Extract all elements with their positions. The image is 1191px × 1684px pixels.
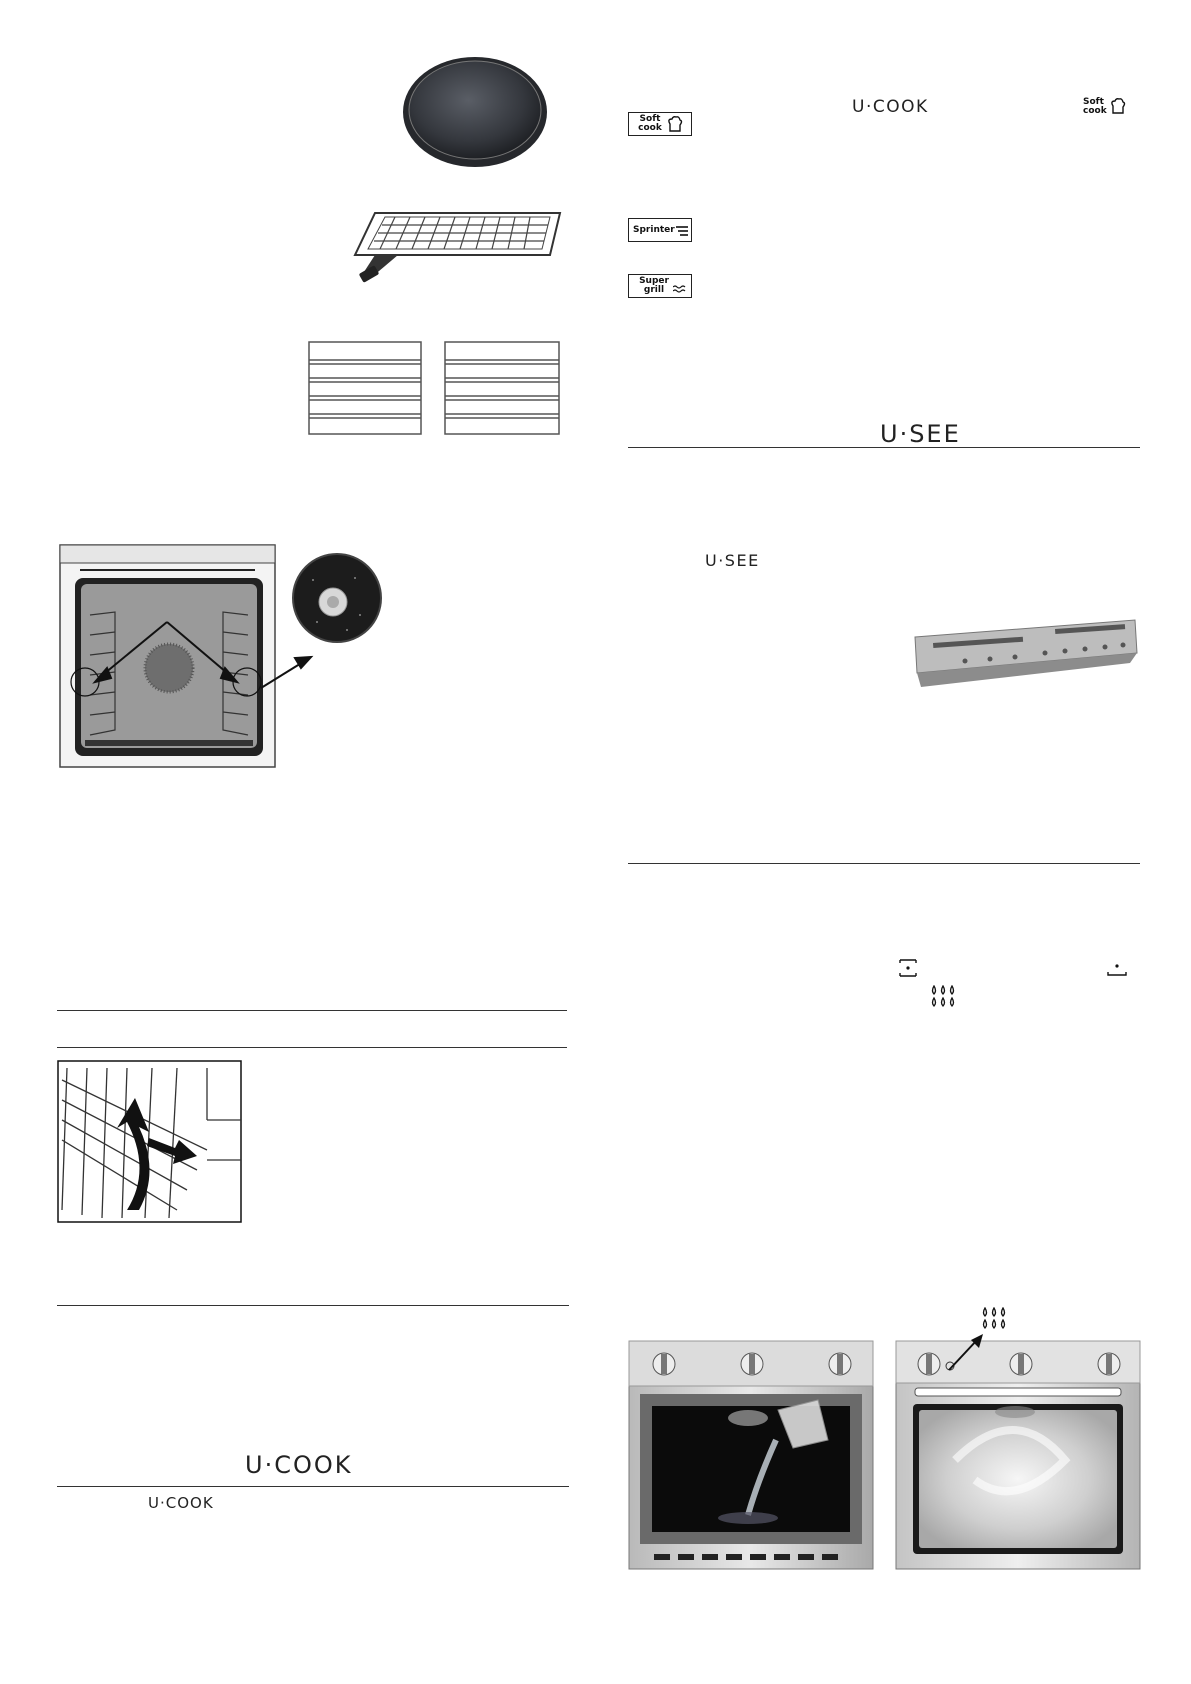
ucook-logo-inline: U·COOK <box>148 1494 214 1512</box>
steam-drops-icon <box>930 985 956 1009</box>
speed-lines-icon <box>676 226 688 236</box>
super-grill-label: Super grill <box>639 276 669 295</box>
sprinter-label: Sprinter <box>633 224 675 235</box>
bottom-element-symbol <box>1106 962 1128 978</box>
oven-pouring-water-image <box>628 1340 874 1570</box>
oven-cavity-diagram <box>55 540 395 770</box>
ucook-logo-inline: U·COOK <box>852 97 929 117</box>
oven-steam-cleaning-image <box>895 1340 1141 1570</box>
soft-cook-label: Soft cook <box>1083 97 1107 116</box>
ucook-logo: U·COOK <box>245 1451 353 1479</box>
sprinter-badge <box>628 218 692 242</box>
chef-hat-icon <box>667 116 683 134</box>
soft-cook-label: Soft cook <box>638 114 662 133</box>
shelf-removal-illustration <box>57 1060 242 1223</box>
section-rule <box>57 1047 567 1048</box>
super-grill-badge <box>628 274 692 298</box>
arrow-icon <box>943 1328 993 1378</box>
perforated-bar-image <box>905 615 1140 690</box>
wire-shelf-image <box>350 205 565 285</box>
usee-logo-inline: U·SEE <box>705 551 760 570</box>
ucook-section-rule <box>57 1486 569 1487</box>
oven-light-symbol <box>898 958 918 978</box>
side-rails-image <box>305 338 565 440</box>
chef-hat-icon <box>1110 98 1126 116</box>
section-rule <box>57 1010 567 1011</box>
soft-cook-icon-inline <box>1083 98 1131 118</box>
usee-logo: U·SEE <box>880 420 961 448</box>
grill-wave-icon <box>673 285 687 293</box>
section-rule <box>57 1305 569 1306</box>
soft-cook-badge <box>628 112 692 136</box>
usee-section-rule <box>628 447 1140 448</box>
section-rule <box>628 863 1140 864</box>
pizza-tray-image <box>400 55 550 170</box>
